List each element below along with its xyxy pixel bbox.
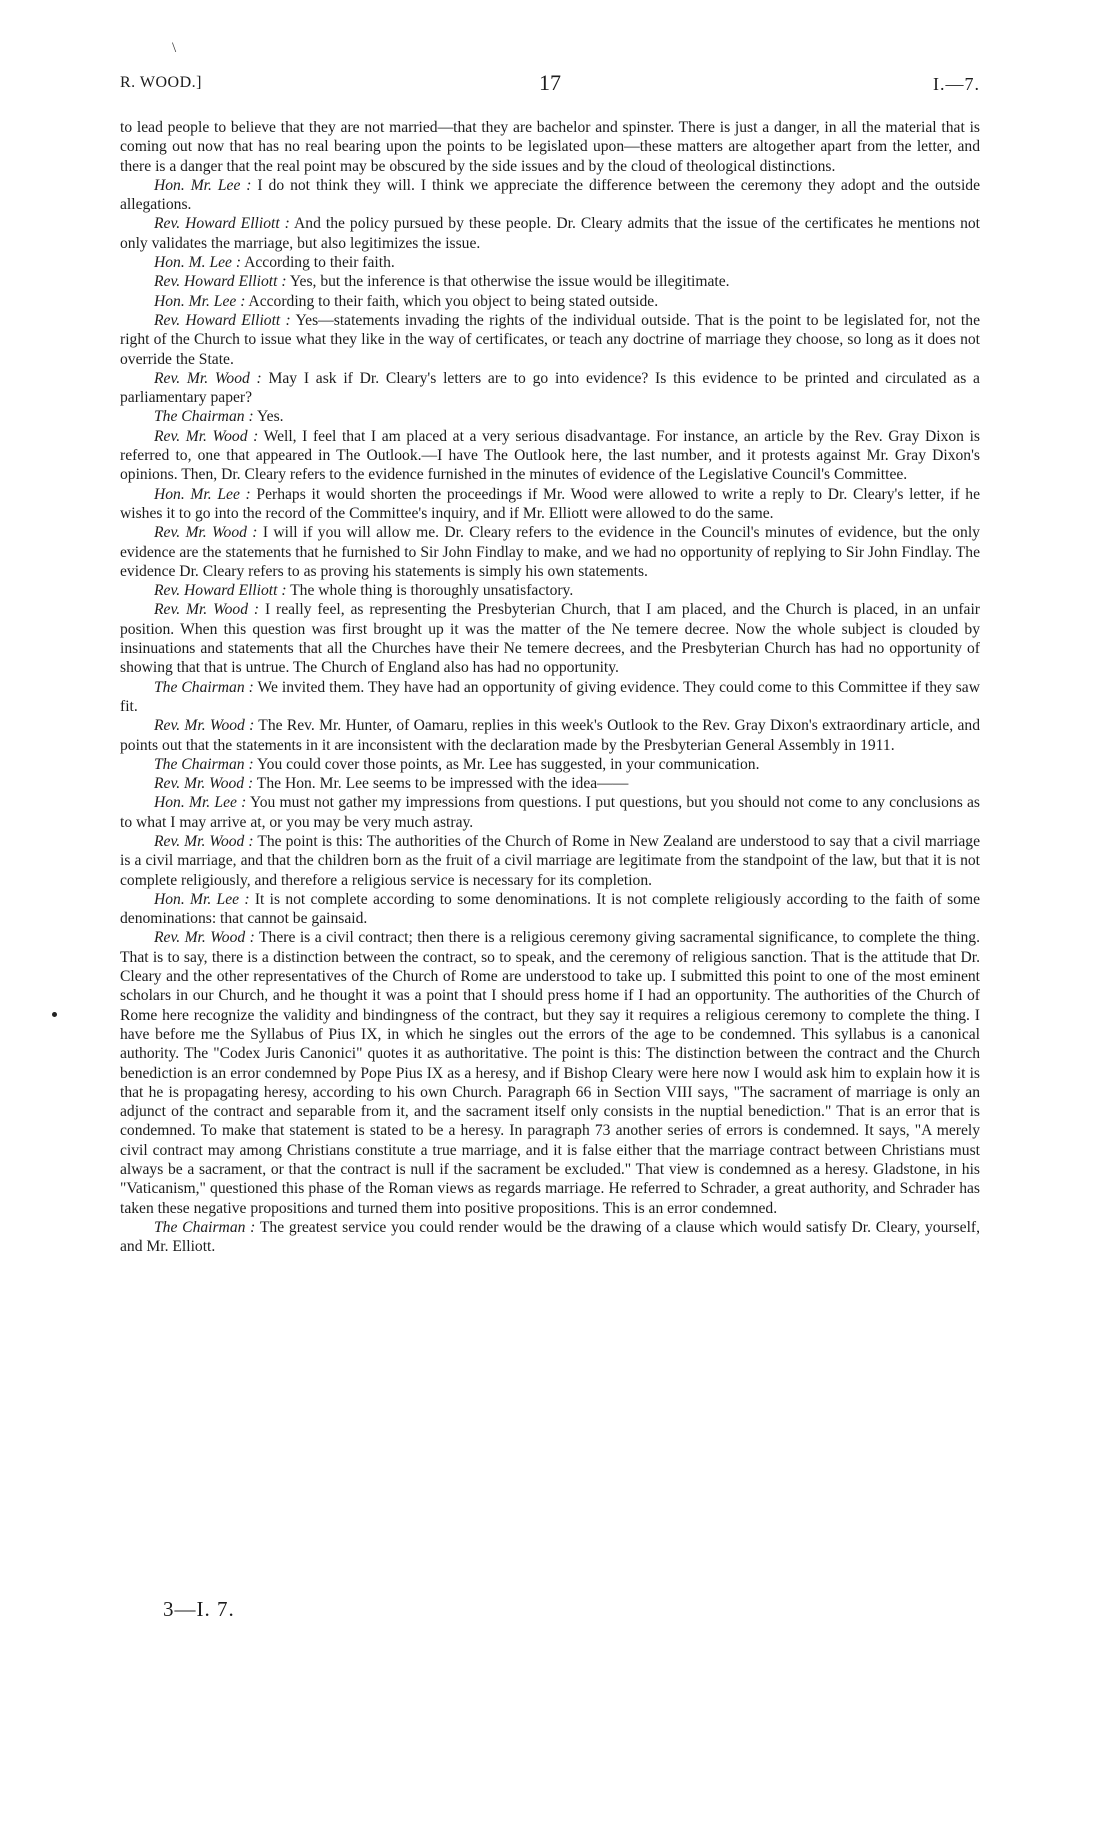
- margin-dot: [52, 1012, 57, 1017]
- speaker-name: Rev. Mr. Wood :: [154, 717, 255, 735]
- speech-paragraph: [120, 774, 980, 793]
- speaker-name: Rev. Howard Elliott :: [154, 311, 291, 329]
- speaker-name: Rev. Mr. Wood :: [154, 524, 258, 542]
- speech-text: According to their faith, which you object to being stated outside.: [245, 292, 659, 310]
- speech-paragraph: [120, 1218, 980, 1257]
- speech-text: There is a civil contract; then there is a religious ceremony giving sacramental significance, to complete the thing. That is to say, there is a distinction between the contract, so to speak, and the ceremony of religious sanction. That is the attitude that Dr. Cleary and the other representatives of the Church of Rome are understood to take up. I submitted this point to one of the most eminent scholars in our Church, and he thought it was a point that I should press home if I had an opportunity. The authorities of the Church of Rome here recognize the validity and bindingness of the contract, but they say it requires a religious ceremony to complete the thing. I have before me the Syllabus of Pius IX, in which he singles out the errors of the age to be condemned. This syllabus is a canonical authority. The "Codex Juris Canonici" quotes it as authoritative. The point is this: The distinction between the contract and the Church benediction is an error condemned by Pope Pius IX as a heresy, and if Bishop Cleary were here now I would ask him to explain how it is that he is propagating heresy, according to his own Church. Paragraph 66 in Section VIII says, "The sacrament of marriage is only an adjunct of the contract and separable from it, and the sacrament itself only consists in the nuptial benediction." That is an error that is condemned. To make that statement is stated to be a heresy. In paragraph 73 another series of errors is condemned. It says, "A merely civil contract may among Christians constitute a true marriage, and it is false either that the marriage contract between Christians must always be a sacrament, or that the contract is null if the sacrament be excluded." That view is condemned as a heresy. Gladstone, in his "Vaticanism," questioned this phase of the Roman views as regards marriage. He referred to Schrader, a great authority, and Schrader has taken these negative propositions and turned them into positive propositions. This is an error condemned.: [120, 929, 980, 1217]
- speech-paragraph: [120, 369, 980, 408]
- speaker-name: Hon. M. Lee :: [154, 254, 242, 272]
- page-number: 17: [539, 70, 561, 95]
- speaker-name: Rev. Mr. Wood :: [154, 601, 260, 619]
- document-reference: I.—7.: [933, 74, 980, 94]
- speaker-name: The Chairman :: [154, 755, 254, 773]
- speaker-name: Rev. Mr. Wood :: [154, 427, 259, 445]
- speech-paragraph: [120, 523, 980, 581]
- speaker-name: Hon. Mr. Lee :: [154, 176, 252, 194]
- speaker-name: Rev. Howard Elliott :: [154, 215, 290, 233]
- speaker-name: Hon. Mr. Lee :: [154, 292, 246, 310]
- speech-text: It is not complete according to some denominations. It is not complete religiously according to the faith of some denominations: that cannot be gainsaid.: [120, 890, 981, 928]
- signature-mark: 3—I. 7.: [163, 1597, 235, 1621]
- speaker-name: Rev. Howard Elliott :: [154, 582, 287, 600]
- speech-text: The whole thing is thoroughly unsatisfactory.: [286, 582, 574, 600]
- header-speaker-ref: R. WOOD.]: [120, 74, 202, 91]
- speech-paragraph: [120, 176, 980, 215]
- speech-text: The point is this: The authorities of the Church of Rome in New Zealand are understood to say that a civil marriage is a civil marriage, and that the children born as the fruit of a civil marriage are legitimate from the standpoint of the law, but that it is not complete religiously, and therefore a religious service is necessary for its completion.: [120, 832, 980, 889]
- opening-paragraph: to lead people to believe that they are not married—that they are bachelor and spinster. There is just a danger, in all the material that is coming out now that has no real bearing upon the points to be legislated upon—these matters are altogether apart from the letter, and there is a danger that the real point may be obscured by the side issues and by the cloud of theological distinctions.: [120, 119, 980, 175]
- speech-list: [120, 176, 980, 1257]
- speech-paragraph: [120, 716, 980, 755]
- speech-text: Yes—statements invading the rights of the individual outside. That is the point to be legislated for, not the right of the Church to issue what they like in the way of certificates, or teach any doctrine of marriage they choose, so long as it does not override the State.: [120, 311, 980, 368]
- speech-paragraph: [120, 793, 980, 832]
- speech-paragraph: [120, 890, 980, 929]
- speech-text: Well, I feel that I am placed at a very serious disadvantage. For instance, an article by the Rev. Gray Dixon is referred to, one that appeared in The Outlook.—I have The Outlook here, the last number, and it protests against Mr. Gray Dixon's opinions. Then, Dr. Cleary refers to the evidence furnished in the minutes of evidence of the Legislative Council's Committee.: [120, 427, 980, 484]
- scan-mark: \: [172, 40, 177, 56]
- speech-text: The Rev. Mr. Hunter, of Oamaru, replies in this week's Outlook to the Rev. Gray Dixon's extraordinary article, and points out that the statements in it are inconsistent with the declaration made by the Presbyterian General Assembly in 1911.: [120, 717, 980, 754]
- speech-text: You could cover those points, as Mr. Lee has suggested, in your communication.: [253, 755, 760, 773]
- speaker-name: Hon. Mr. Lee :: [154, 794, 247, 812]
- speech-paragraph: [120, 678, 980, 717]
- speech-paragraph: [120, 600, 980, 677]
- speech-text: The greatest service you could render would be the drawing of a clause which would satisfy Dr. Cleary, yourself, and Mr. Elliott.: [120, 1218, 981, 1256]
- speech-text: Yes.: [253, 408, 284, 426]
- speech-paragraph: [120, 427, 980, 485]
- speech-text: May I ask if Dr. Cleary's letters are to go into evidence? Is this evidence to be printed and circulated as a parliamentary paper?: [120, 369, 980, 407]
- speech-paragraph: [120, 292, 980, 311]
- speaker-name: Rev. Howard Elliott :: [154, 273, 287, 291]
- speaker-name: The Chairman :: [154, 408, 254, 426]
- speaker-name: The Chairman :: [154, 1218, 256, 1236]
- speech-paragraph: [120, 311, 980, 369]
- page-header: [120, 70, 980, 100]
- speaker-name: Rev. Mr. Wood :: [154, 775, 254, 793]
- speaker-name: Rev. Mr. Wood :: [154, 369, 262, 387]
- speaker-name: Rev. Mr. Wood :: [154, 832, 254, 850]
- speech-text: I do not think they will. I think we appreciate the difference between the ceremony they adopt and the outside allegations.: [120, 176, 980, 214]
- speech-paragraph: [120, 272, 980, 291]
- speaker-name: The Chairman :: [154, 678, 254, 696]
- speech-paragraph: [120, 581, 980, 600]
- speech-text: Perhaps it would shorten the proceedings if Mr. Wood were allowed to write a reply to Dr. Cleary's letter, if he wishes it to go into the record of the Committee's inquiry, and if Mr. Elliott were allowed to do the same.: [120, 485, 980, 522]
- speech-text: I really feel, as representing the Presbyterian Church, that I am placed, and the Church is placed, in an unfair position. When this question was first brought up it was the matter of the Ne temere decree. Now the whole subject is clouded by insinuations and statements that all the Churches have their Ne temere decrees, and the Presbyterian Church has had no opportunity of showing that that is untrue. The Church of England also has had no opportunity.: [120, 601, 980, 677]
- speaker-name: Rev. Mr. Wood :: [154, 929, 255, 947]
- speech-text: The Hon. Mr. Lee seems to be impressed with the idea——: [253, 775, 629, 793]
- speaker-name: Hon. Mr. Lee :: [154, 890, 250, 908]
- speech-text: And the policy pursued by these people. Dr. Cleary admits that the issue of the certificates he mentions not only validates the marriage, but also legitimizes the issue.: [120, 215, 980, 252]
- speech-text: According to their faith.: [241, 254, 395, 272]
- speech-paragraph: [120, 407, 980, 426]
- transcript-body: [120, 118, 980, 1257]
- speech-paragraph: [120, 832, 980, 890]
- speaker-name: Hon. Mr. Lee :: [154, 485, 251, 503]
- speech-text: I will if you will allow me. Dr. Cleary refers to the evidence in the Council's minutes of evidence, but the only evidence are the statements that he furnished to Sir John Findlay to make, and we had no opportunity of replying to Sir John Findlay. The evidence Dr. Cleary refers to as proving his statements is simply his own statements.: [120, 524, 980, 580]
- speech-text: We invited them. They have had an opportunity of giving evidence. They could come to this Committee if they saw fit.: [120, 678, 980, 715]
- speech-paragraph: [120, 485, 980, 524]
- speech-paragraph: [120, 755, 980, 774]
- speech-text: Yes, but the inference is that otherwise the issue would be illegitimate.: [286, 273, 730, 291]
- speech-paragraph: [120, 253, 980, 272]
- speech-text: You must not gather my impressions from questions. I put questions, but you should not come to any conclusions as to what I may arrive at, or you may be very much astray.: [120, 794, 980, 831]
- speech-paragraph: [120, 928, 980, 1217]
- speech-paragraph: [120, 214, 980, 253]
